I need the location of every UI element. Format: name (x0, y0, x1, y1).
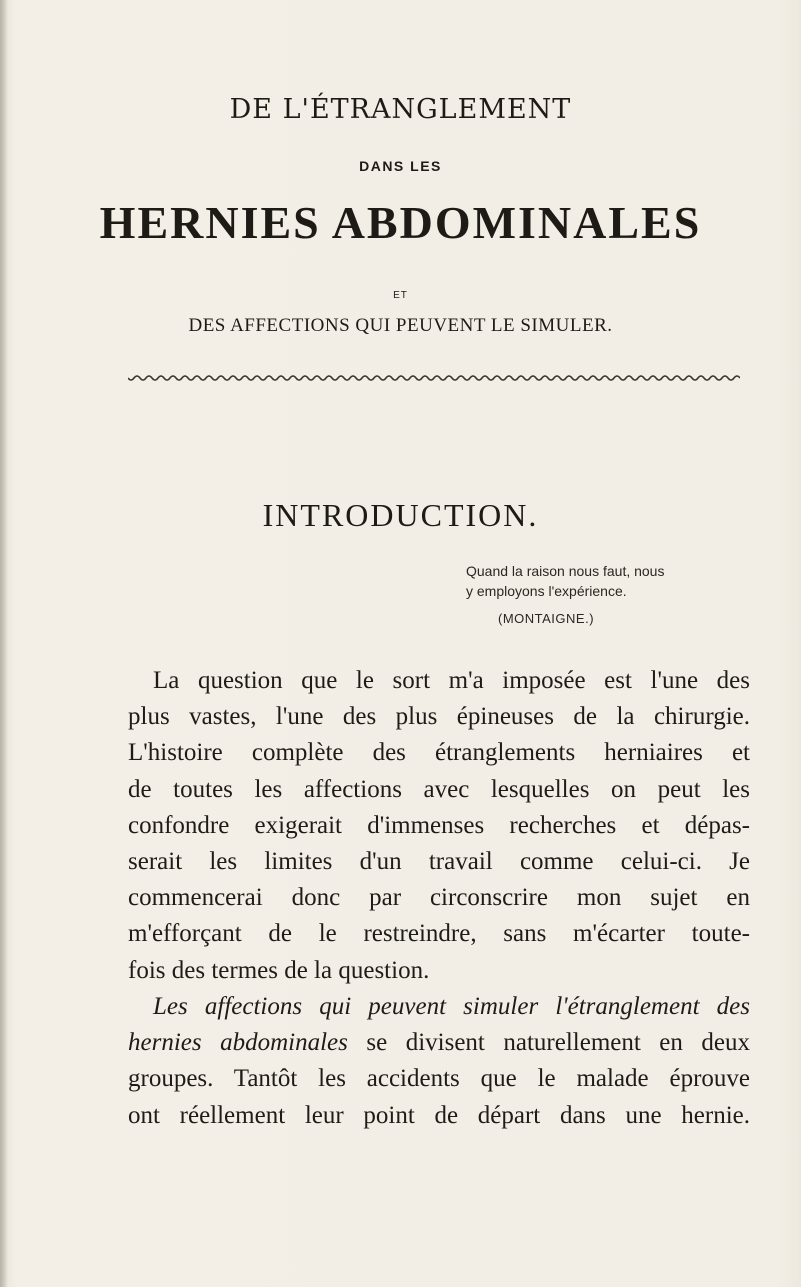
paragraph-line: groupes. Tantôt les accidents que le malade éprouve (128, 1065, 750, 1093)
epigraph-line-1: Quand la raison nous faut, nous (466, 563, 665, 579)
paragraph-1 (128, 663, 750, 989)
line-continuation: se divisent naturellement en deux (347, 1029, 750, 1057)
paragraph-line: m'efforçant de le restreindre, sans m'écarter toute- (128, 920, 750, 948)
paragraph-line: L'histoire complète des étranglements herniaires et (128, 739, 750, 767)
paragraph-line: plus vastes, l'une des plus épineuses de la chirurgie. (128, 703, 750, 731)
title-subtitle: DES AFFECTIONS QUI PEUVENT LE SIMULER. (188, 315, 613, 336)
title-conjunction: ET (393, 290, 408, 301)
paragraph-line: de toutes les affections avec lesquelles on peut les (128, 775, 750, 803)
italic-phrase: hernies abdominales (128, 1029, 348, 1057)
paragraph-line: ont réellement leur point de départ dans une hernie. (128, 1101, 750, 1129)
paragraph-line: serait les limites d'un travail comme celui-ci. Je (128, 847, 750, 875)
paragraph-line (128, 1025, 750, 1061)
paragraph-line: commencerai donc par circonscrire mon sujet en (128, 884, 750, 912)
epigraph-line-2: y employons l'expérience. (466, 583, 627, 599)
paragraph-line-italic: Les affections qui peuvent simuler l'étranglement des (153, 993, 750, 1020)
wavy-rule-ornament (128, 372, 740, 384)
paragraph-line: La question que le sort m'a imposée est l'une des (153, 667, 750, 694)
title-line-1: DE L'ÉTRANGLEMENT (229, 94, 572, 125)
paragraph-line: fois des termes de la question. (128, 956, 430, 984)
title-line-2: DANS LES (359, 158, 442, 174)
section-heading: INTRODUCTION. (262, 497, 539, 533)
epigraph-attribution: (MONTAIGNE.) (498, 611, 595, 626)
binding-shadow (0, 0, 8, 1287)
main-title: HERNIES ABDOMINALES (99, 197, 702, 248)
paragraph-line: confondre exigerait d'immenses recherches et dépas- (128, 811, 750, 839)
paragraph-2 (128, 989, 750, 1134)
